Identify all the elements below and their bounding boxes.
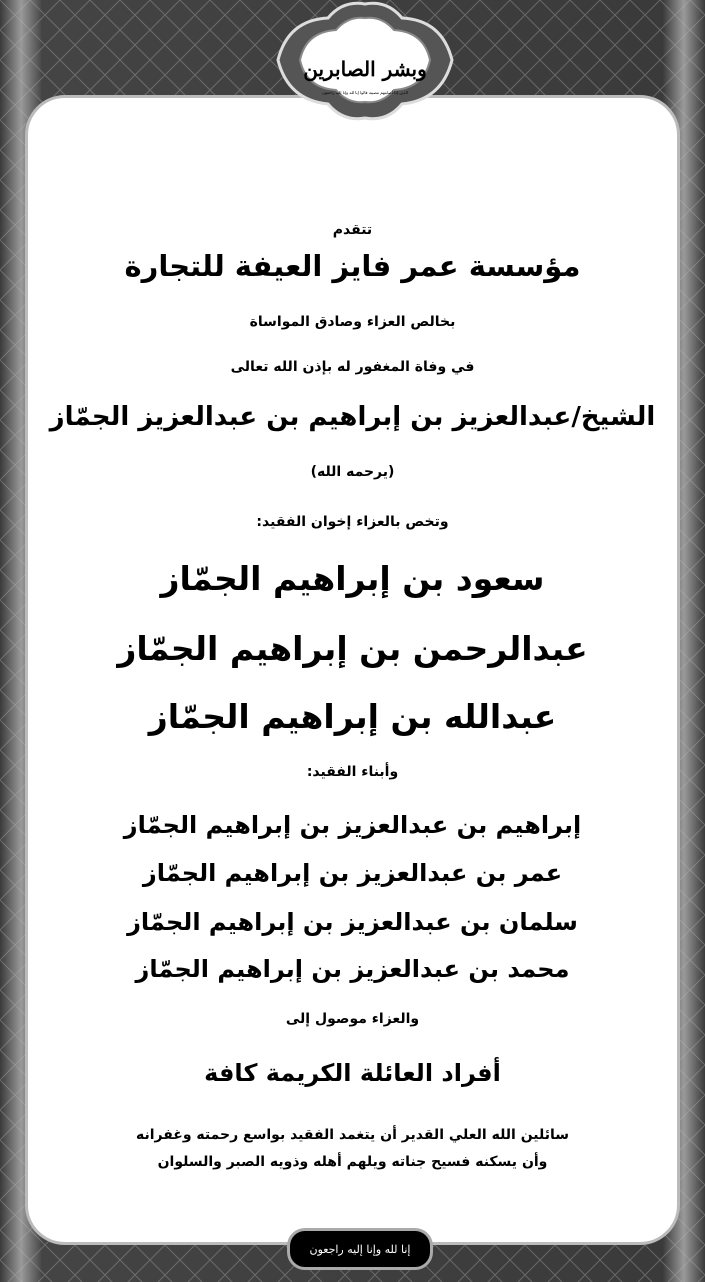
calligraphy-text: وبشر الصابرين bbox=[303, 57, 427, 81]
brothers-label: وتخص بالعزاء إخوان الفقيد: bbox=[256, 514, 449, 530]
mercy-text: (يرحمه الله) bbox=[310, 464, 395, 480]
passing-line: في وفاة المغفور له بإذن الله تعالى bbox=[230, 359, 475, 375]
brother-name: سعود بن إبراهيم الجمّاز bbox=[160, 559, 545, 598]
footer-badge bbox=[287, 1228, 433, 1270]
son-name: محمد بن عبدالعزيز بن إبراهيم الجمّاز bbox=[135, 955, 570, 983]
intro-text: تتقدم bbox=[332, 222, 373, 238]
son-name: عمر بن عبدالعزيز بن إبراهيم الجمّاز bbox=[142, 859, 563, 887]
verse-text: الذين إذا أصابتهم مصيبة قالوا إنا لله وإنا إليه راجعون bbox=[322, 90, 408, 95]
condolence-line: بخالص العزاء وصادق المواساة bbox=[249, 314, 456, 330]
extended-label: والعزاء موصول إلى bbox=[285, 1011, 420, 1027]
prayer-line: وأن يسكنه فسيح جناته ويلهم أهله وذويه الصبر والسلوان bbox=[157, 1154, 548, 1170]
brother-name: عبدالله بن إبراهيم الجمّاز bbox=[148, 697, 557, 736]
sons-label: وأبناء الفقيد: bbox=[306, 764, 399, 780]
prayer-line: سائلين الله العلي القدير أن يتغمد الفقيد بواسع رحمته وغفرانه bbox=[135, 1127, 570, 1143]
family-text: أفراد العائلة الكريمة كافة bbox=[204, 1059, 501, 1087]
ornamental-emblem bbox=[268, 0, 462, 122]
footer-calligraphy: إنا لله وإنا إليه راجعون bbox=[309, 1242, 411, 1256]
company-name: مؤسسة عمر فايز العيفة للتجارة bbox=[124, 249, 581, 283]
son-name: سلمان بن عبدالعزيز بن إبراهيم الجمّاز bbox=[127, 908, 578, 936]
deceased-name: الشيخ/عبدالعزيز بن إبراهيم بن عبدالعزيز الجمّاز bbox=[49, 402, 656, 432]
brother-name: عبدالرحمن بن إبراهيم الجمّاز bbox=[117, 629, 588, 668]
son-name: إبراهيم بن عبدالعزيز بن إبراهيم الجمّاز bbox=[123, 811, 582, 839]
